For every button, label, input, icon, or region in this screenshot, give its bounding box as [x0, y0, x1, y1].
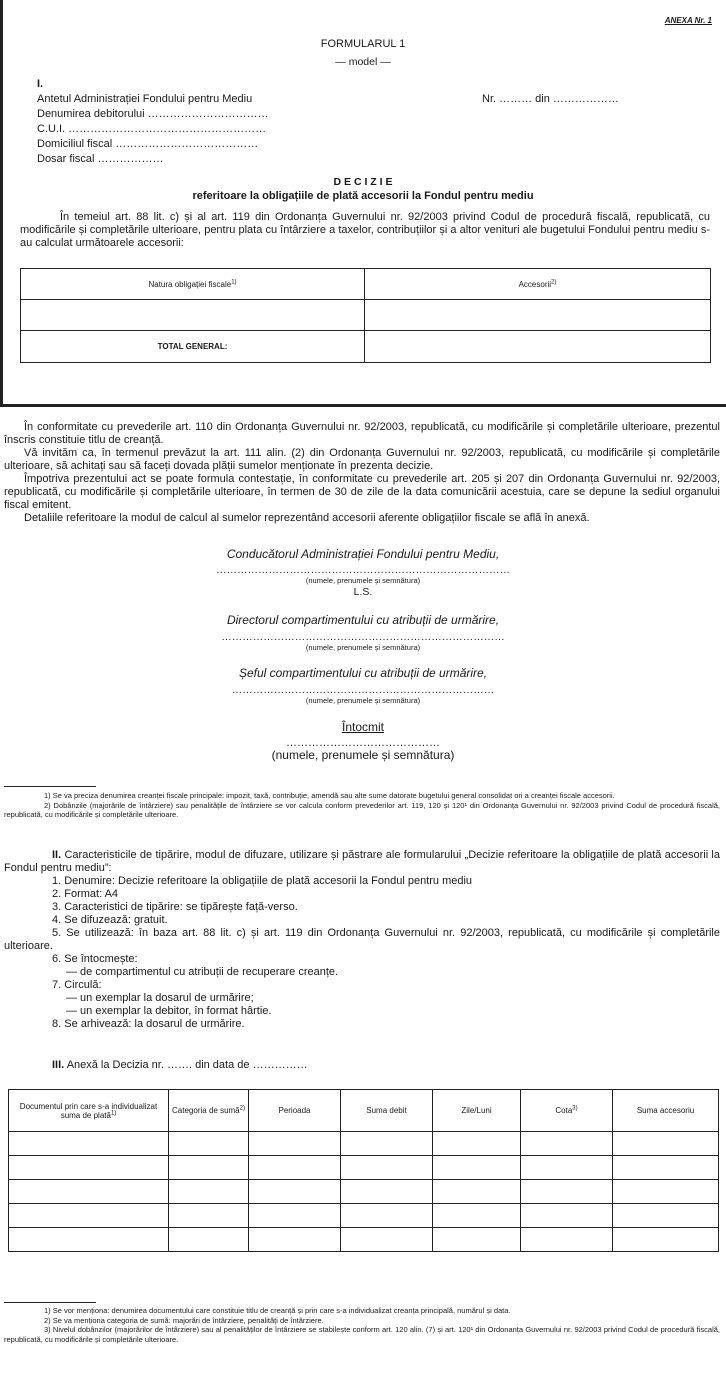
list-subitem: — un exemplar la dosarul de urmărire;: [66, 992, 254, 1004]
list-item: 7. Circulă:: [52, 979, 102, 991]
footnote-1: 1) Se vor menționa: denumirea documentului care constituie titlu de creanță și prin care s-a individualizat creanța principală, numărul și data.: [44, 1306, 511, 1315]
signature-3-line: …………………………………………………………………: [231, 684, 495, 696]
footnote-1: 1) Se va preciza denumirea creanței fiscale principale: impozit, taxă, contribuție, amendă sau alte sume datorate bugetului general consolidat ori a creanței fiscale accesorii.: [44, 791, 615, 800]
fiscal-file-field: Dosar fiscal ………………: [37, 153, 164, 165]
paragraph-appeal: Împotriva prezentului act se poate formula contestație, în conformitate cu prevederile art. 205 și 207 din Ordonanța Guvernului nr. 92/2003, republicată, cu modificările și completările ulterioare, în termen de 30 de zile de la data comunicării acestuia, care se depune la sediul organului fiscal emitent.: [4, 473, 720, 511]
signature-1-line: …………………………………………………………………………: [216, 564, 510, 576]
footnote-2: 2) Dobânzile (majorările de întârziere) sau penalitățile de întârziere se vor calcula conform prevederilor art. 119, 120 și 120¹ din Ordonanța Guvernului nr. 92/2003 privind Codul de procedură fiscală, republicată, cu modificările și completările ulterioare.: [4, 800, 720, 819]
list-subitem: — un exemplar la debitor, în format hârtie.: [66, 1005, 272, 1017]
paragraph-payment-invitation: Vă invităm ca, în termenul prevăzut la art. 111 alin. (2) din Ordonanța Guvernului nr. 92/2003, republicată, cu modificările și completările ulterioare, să achitați sau să faceți dovada plății sumelor menționate în prezenta decizie.: [4, 447, 720, 472]
table-row: [21, 300, 711, 331]
signature-3-note: (numele, prenumele și semnătura): [305, 696, 421, 705]
decision-subtitle: referitoare la obligațiile de plată accesorii la Fondul pentru mediu: [192, 190, 534, 202]
column-header-accessories: Accesorii$^{2)}$: [365, 269, 711, 300]
prepared-by-label: Întocmit: [341, 720, 384, 734]
signature-2-line: ………………………………………………………………………: [221, 631, 505, 643]
list-subitem: — de compartimentul cu atribuții de recuperare creanțe.: [66, 966, 339, 978]
column-header-debit: Suma debit: [341, 1090, 433, 1132]
decision-intro: În temeiul art. 88 lit. c) și al art. 119 din Ordonanța Guvernului nr. 92/2003 privind Codul de procedură fiscală, republicată, cu modificările și completările ulterioare, pentru plata cu întârziere a taxelor, contribuțiilor și a altor venituri ale bugetului Fondului pentru mediu s-au calculat următoarele accesorii:: [20, 211, 710, 249]
footnote-separator: [4, 1302, 96, 1303]
list-item: 8. Se arhivează: la dosarul de urmărire.: [52, 1018, 245, 1030]
list-item: 5. Se utilizează: în baza art. 88 lit. c) și art. 119 din Ordonanța Guvernului nr. 92/2003, republicată, cu modificările și completările ulterioare.: [4, 927, 720, 952]
fiscal-domicile-field: Domiciliul fiscal …………………………………: [37, 138, 259, 150]
column-header-accessory-amount: Suma accesoriu: [613, 1090, 719, 1132]
total-label-cell: TOTAL GENERAL:: [21, 331, 365, 363]
section-2: [4, 849, 720, 1031]
stamp-label: L.S.: [353, 586, 373, 598]
form-subtitle: — model —: [335, 56, 391, 68]
signature-1-title: Conducătorul Administrației Fondului pentru Mediu,: [226, 547, 500, 561]
section-1-number: I.: [37, 78, 44, 90]
section-2-heading: II. Caracteristicile de tipărire, modul de difuzare, utilizare și păstrare ale formularului „Decizie referitoare la obligațiile de plată accesorii la Fondul pentru mediu”:: [4, 849, 720, 874]
footnote-separator: [4, 786, 96, 787]
list-item: 3. Caracteristici de tipărire: se tipărește față-verso.: [52, 901, 298, 913]
table-row: [9, 1132, 719, 1156]
list-item: 6. Se întocmește:: [52, 953, 138, 965]
column-header-obligation: Natura obligației fiscale$^{1)}$: [21, 269, 365, 300]
debtor-name-field: Denumirea debitorului ……………………………: [37, 108, 269, 120]
table-row: [9, 1156, 719, 1180]
list-item: 2. Format: A4: [52, 888, 119, 900]
footnotes-decision: [4, 791, 720, 820]
body-text: [4, 421, 720, 525]
table-row: [9, 1180, 719, 1204]
table-header-row: [21, 269, 711, 300]
annex-calculation-table: [8, 1089, 719, 1252]
column-header-category: Categoria de sumă$^{2)}$: [169, 1090, 249, 1132]
annex-label: ANEXA Nr. 1: [664, 16, 712, 25]
footnote-2: 2) Se va menționa categoria de sumă: majorări de întârziere, penalități de întârziere.: [44, 1315, 324, 1325]
list-item: 4. Se difuzează: gratuit.: [52, 914, 168, 926]
table-cell: [21, 300, 365, 331]
footnote-3: 3) Nivelul dobânzilor (majorărilor de întârziere) sau al penalităților de întârziere se stabilește conform art. 120 alin. (7) și art. 120¹ din Ordonanța Guvernului nr. 92/2003 privind Codul de procedură fiscală, republicată, cu modificările și completările ulterioare.: [4, 1325, 720, 1344]
prepared-by-note: (numele, prenumele și semnătura): [271, 748, 455, 762]
prepared-by-line: ……………………………………: [286, 737, 440, 749]
paragraph-details: Detaliile referitoare la modul de calcul al sumelor reprezentând accesorii aferente obligațiilor fiscale se află în anexă.: [24, 512, 590, 524]
paragraph-title-of-claim: În conformitate cu prevederile art. 110 din Ordonanța Guvernului nr. 92/2003, republicată, cu modificările și completările ulterioare, prezentul înscris constituie titlu de creanță.: [4, 421, 720, 446]
signature-2-note: (numele, prenumele și semnătura): [305, 643, 421, 652]
table-cell: [365, 331, 711, 363]
decision-title: D E C I Z I E: [333, 176, 393, 188]
column-header-days-months: Zile/Luni: [433, 1090, 521, 1132]
table-row: [9, 1204, 719, 1228]
signature-3-title: Șeful compartimentului cu atribuții de urmărire,: [238, 666, 488, 680]
column-header-document: Documentul prin care s-a individualizat suma de plată$^{1)}$: [9, 1090, 169, 1132]
table-cell: [365, 300, 711, 331]
header-administration: Antetul Administrației Fondului pentru Mediu: [37, 93, 253, 105]
table-row: [9, 1228, 719, 1252]
table-header-row: [9, 1090, 719, 1132]
cui-field: C.U.I. ………………………………………………: [37, 123, 267, 135]
footnotes-annex: [4, 1306, 720, 1344]
page-frame-bottom: [0, 404, 726, 407]
column-header-period: Perioada: [249, 1090, 341, 1132]
doc-number-date: Nr. ……… din ………………: [482, 93, 619, 105]
signature-2-title: Directorul compartimentului cu atribuții de urmărire,: [226, 613, 500, 627]
section-3-heading: III. Anexă la Decizia nr. ……. din data de ……………: [52, 1059, 308, 1071]
column-header-rate: Cota$^{3)}$: [521, 1090, 613, 1132]
signature-1-note: (numele, prenumele și semnătura): [305, 576, 421, 585]
form-title: FORMULARUL 1: [320, 38, 406, 50]
table-total-row: [21, 331, 711, 363]
list-item: 1. Denumire: Decizie referitoare la obligațiile de plată accesorii la Fondul pentru mediu: [52, 875, 473, 887]
obligations-table: [20, 268, 711, 363]
